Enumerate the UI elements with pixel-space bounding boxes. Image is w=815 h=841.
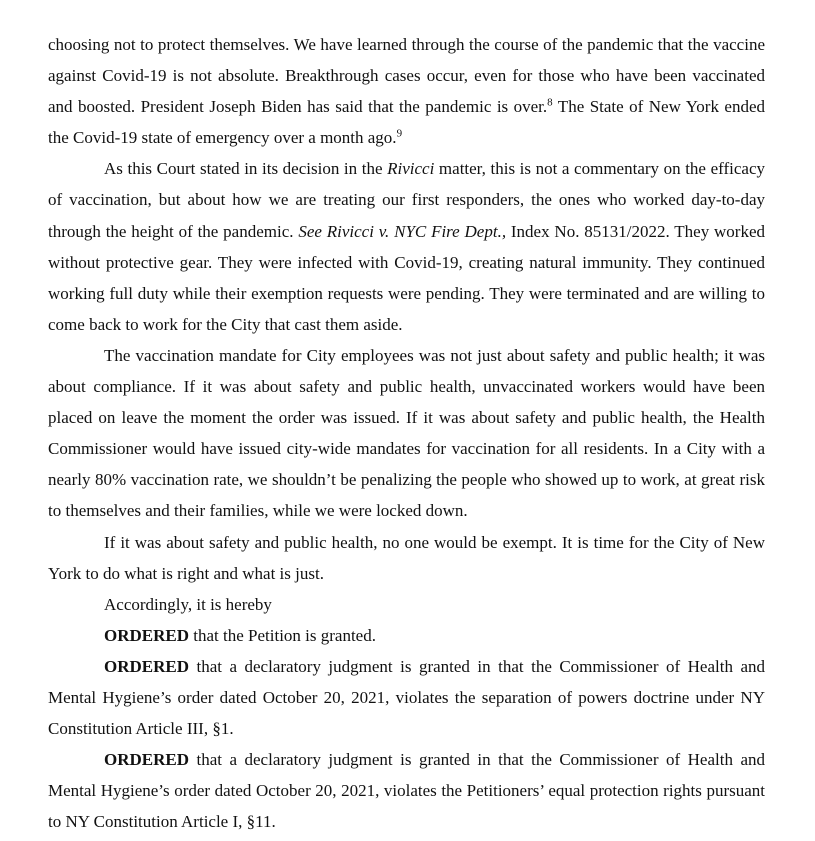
paragraph-text: choosing not to protect themselves. We have learned through the course of the pandemic that the vaccine against Covid-19 is not absolute. Breakthrough cases occur, even for those who have been vaccinated and boosted. President Joseph Biden has said that the pandemic is over. xyxy=(48,35,765,117)
ordered-label: ORDERED xyxy=(104,656,190,676)
paragraph-text: As this Court stated in its decision in the xyxy=(104,159,388,179)
footnote-marker-9[interactable]: 9 xyxy=(396,127,403,140)
order-petition-granted xyxy=(48,620,765,651)
paragraph-text: Index No. 85131/2022. They worked without protective gear. They were infected with Covid-19, creating natural immunity. They continued working full duty while their exemption requests were pending. They were terminated and are willing to come back to work for the City that cast them aside. xyxy=(48,221,765,334)
order-separation-of-powers xyxy=(48,651,765,744)
paragraph-exempt: If it was about safety and public health, no one would be exempt. It is time for the City of New York to do what is right and what is just. xyxy=(48,532,765,583)
order-text: that a declaratory judgment is granted in that the Commissioner of Health and Mental Hygiene’s order dated October 20, 2021, violates the Petitioners’ equal protection rights pursuant to NY Constitution Article I, §11. xyxy=(48,750,765,832)
paragraph-text: matter, this is not a commentary on the efficacy of vaccination, but about how we are treating our first responders, the ones who worked day-to-day through the height of the pandemic. xyxy=(48,159,765,241)
order-text: that the Petition is granted. xyxy=(189,625,376,645)
paragraph-accordingly: Accordingly, it is hereby xyxy=(104,594,272,614)
case-name: Rivicci xyxy=(387,159,435,179)
paragraph-continuation xyxy=(48,29,765,153)
paragraph-mandate: The vaccination mandate for City employees was not just about safety and public health; it was about compliance. If it was about safety and public health, unvaccinated workers would have been placed on leave the moment the order was issued. If it was about safety and public health, the Health Commissioner would have issued city-wide mandates for vaccination for all residents. In a City with a nearly 80% vaccination rate, we shouldn’t be penalizing the people who showed up to work, at great risk to themselves and their families, while we were locked down. xyxy=(48,345,765,521)
ordered-label: ORDERED xyxy=(104,625,190,645)
footnote-marker-8[interactable]: 8 xyxy=(547,96,553,109)
order-equal-protection xyxy=(48,744,765,837)
ordered-label: ORDERED xyxy=(104,750,190,770)
paragraph-rivicci xyxy=(48,153,765,340)
paragraph-text: The State of New York ended the Covid-19 state of emergency over a month ago. xyxy=(48,97,765,148)
document-body xyxy=(48,29,765,837)
order-text: that a declaratory judgment is granted in that the Commissioner of Health and Mental Hygiene’s order dated October 20, 2021, violates the separation of powers doctrine under NY Constitution Article III, §1. xyxy=(48,656,765,739)
case-citation: See Rivicci v. NYC Fire Dept., xyxy=(298,221,507,241)
